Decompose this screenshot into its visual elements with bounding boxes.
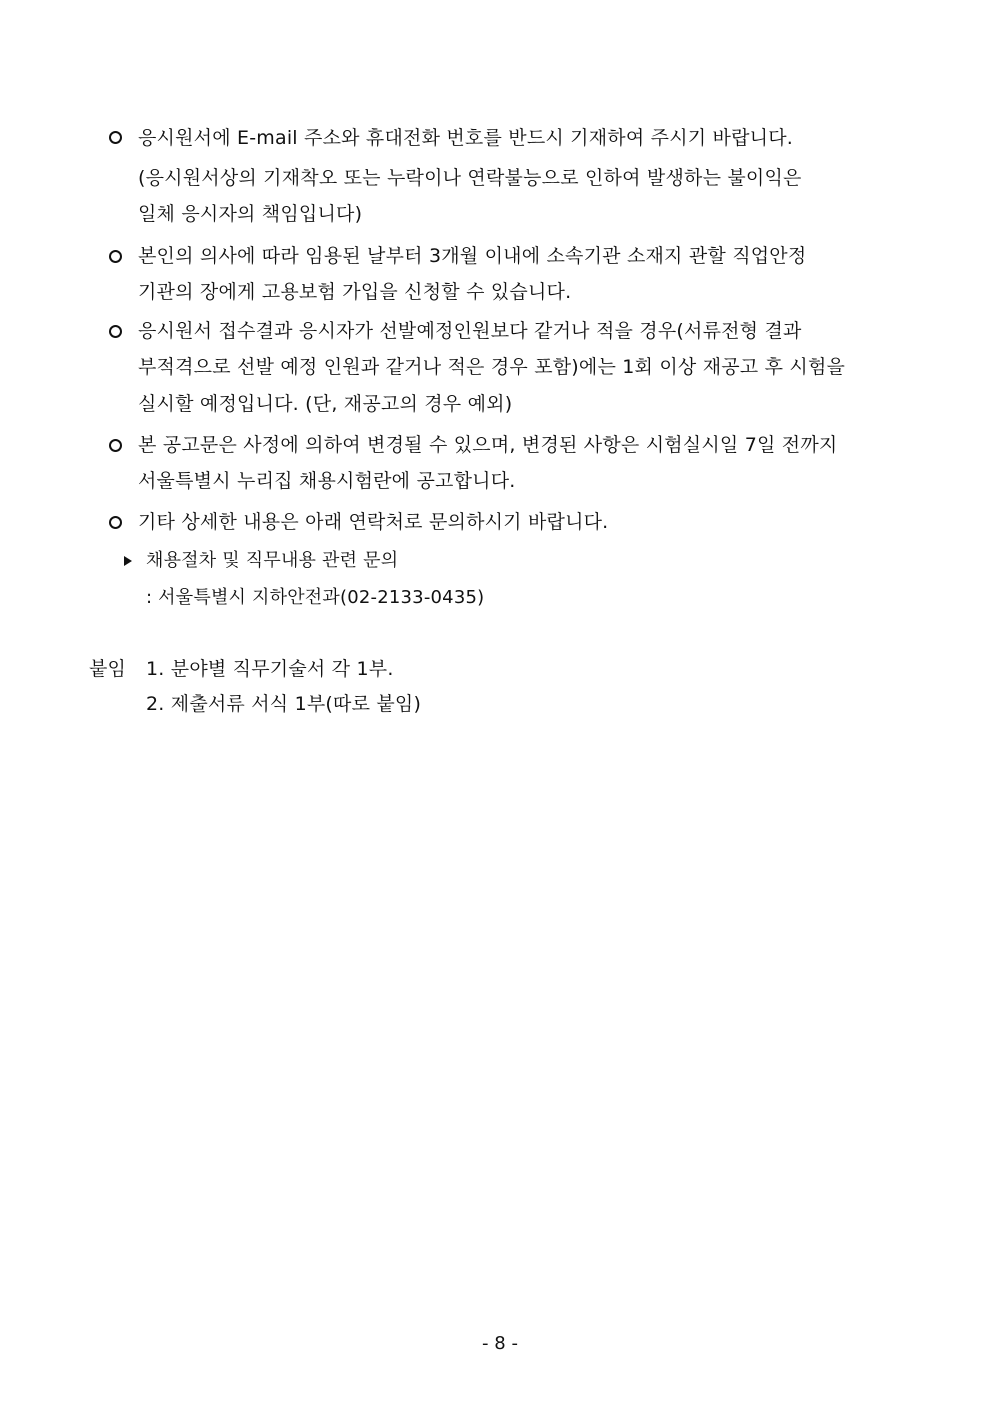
- circle-bullet-icon: [109, 516, 122, 529]
- contact-heading: 채용절차 및 직무내용 관련 문의: [146, 550, 399, 571]
- notice-item-3-line-2: 부적격으로 선발 예정 인원과 같거나 적은 경우 포함)에는 1회 이상 재공고 후 시험을: [138, 356, 846, 378]
- circle-bullet-icon: [109, 131, 122, 144]
- notice-item-3-line-1: 응시원서 접수결과 응시자가 선발예정인원보다 같거나 적을 경우(서류전형 결과: [138, 320, 802, 342]
- notice-item-4-line-2: 서울특별시 누리집 채용시험란에 공고합니다.: [138, 470, 516, 492]
- notice-item-2-line-2: 기관의 장에게 고용보험 가입을 신청할 수 있습니다.: [138, 281, 572, 303]
- notice-item-4-line-1: 본 공고문은 사정에 의하여 변경될 수 있으며, 변경된 사항은 시험실시일 7일 전까지: [138, 434, 838, 456]
- triangle-bullet-icon: [124, 556, 132, 566]
- notice-item-5-line-1: 기타 상세한 내용은 아래 연락처로 문의하시기 바랍니다.: [138, 511, 609, 533]
- notice-item-3-line-3: 실시할 예정입니다. (단, 재공고의 경우 예외): [138, 393, 513, 415]
- notice-item-2-line-1: 본인의 의사에 따라 임용된 날부터 3개월 이내에 소속기관 소재지 관할 직업안정: [138, 245, 807, 267]
- notice-item-1-line-3: 일체 응시자의 책임입니다): [138, 203, 363, 225]
- circle-bullet-icon: [109, 325, 122, 338]
- contact-detail: : 서울특별시 지하안전과(02-2133-0435): [146, 587, 485, 608]
- notice-item-1-line-2: (응시원서상의 기재착오 또는 누락이나 연락불능으로 인하여 발생하는 불이익은: [138, 167, 802, 189]
- circle-bullet-icon: [109, 250, 122, 263]
- attachment-label: 붙임: [89, 658, 127, 680]
- notice-item-1-line-1: 응시원서에 E-mail 주소와 휴대전화 번호를 반드시 기재하여 주시기 바랍니다.: [138, 127, 793, 149]
- attachment-item-2: 2. 제출서류 서식 1부(따로 붙임): [146, 693, 422, 715]
- circle-bullet-icon: [109, 439, 122, 452]
- page-number: - 8 -: [482, 1333, 518, 1354]
- attachment-item-1: 1. 분야별 직무기술서 각 1부.: [146, 658, 394, 680]
